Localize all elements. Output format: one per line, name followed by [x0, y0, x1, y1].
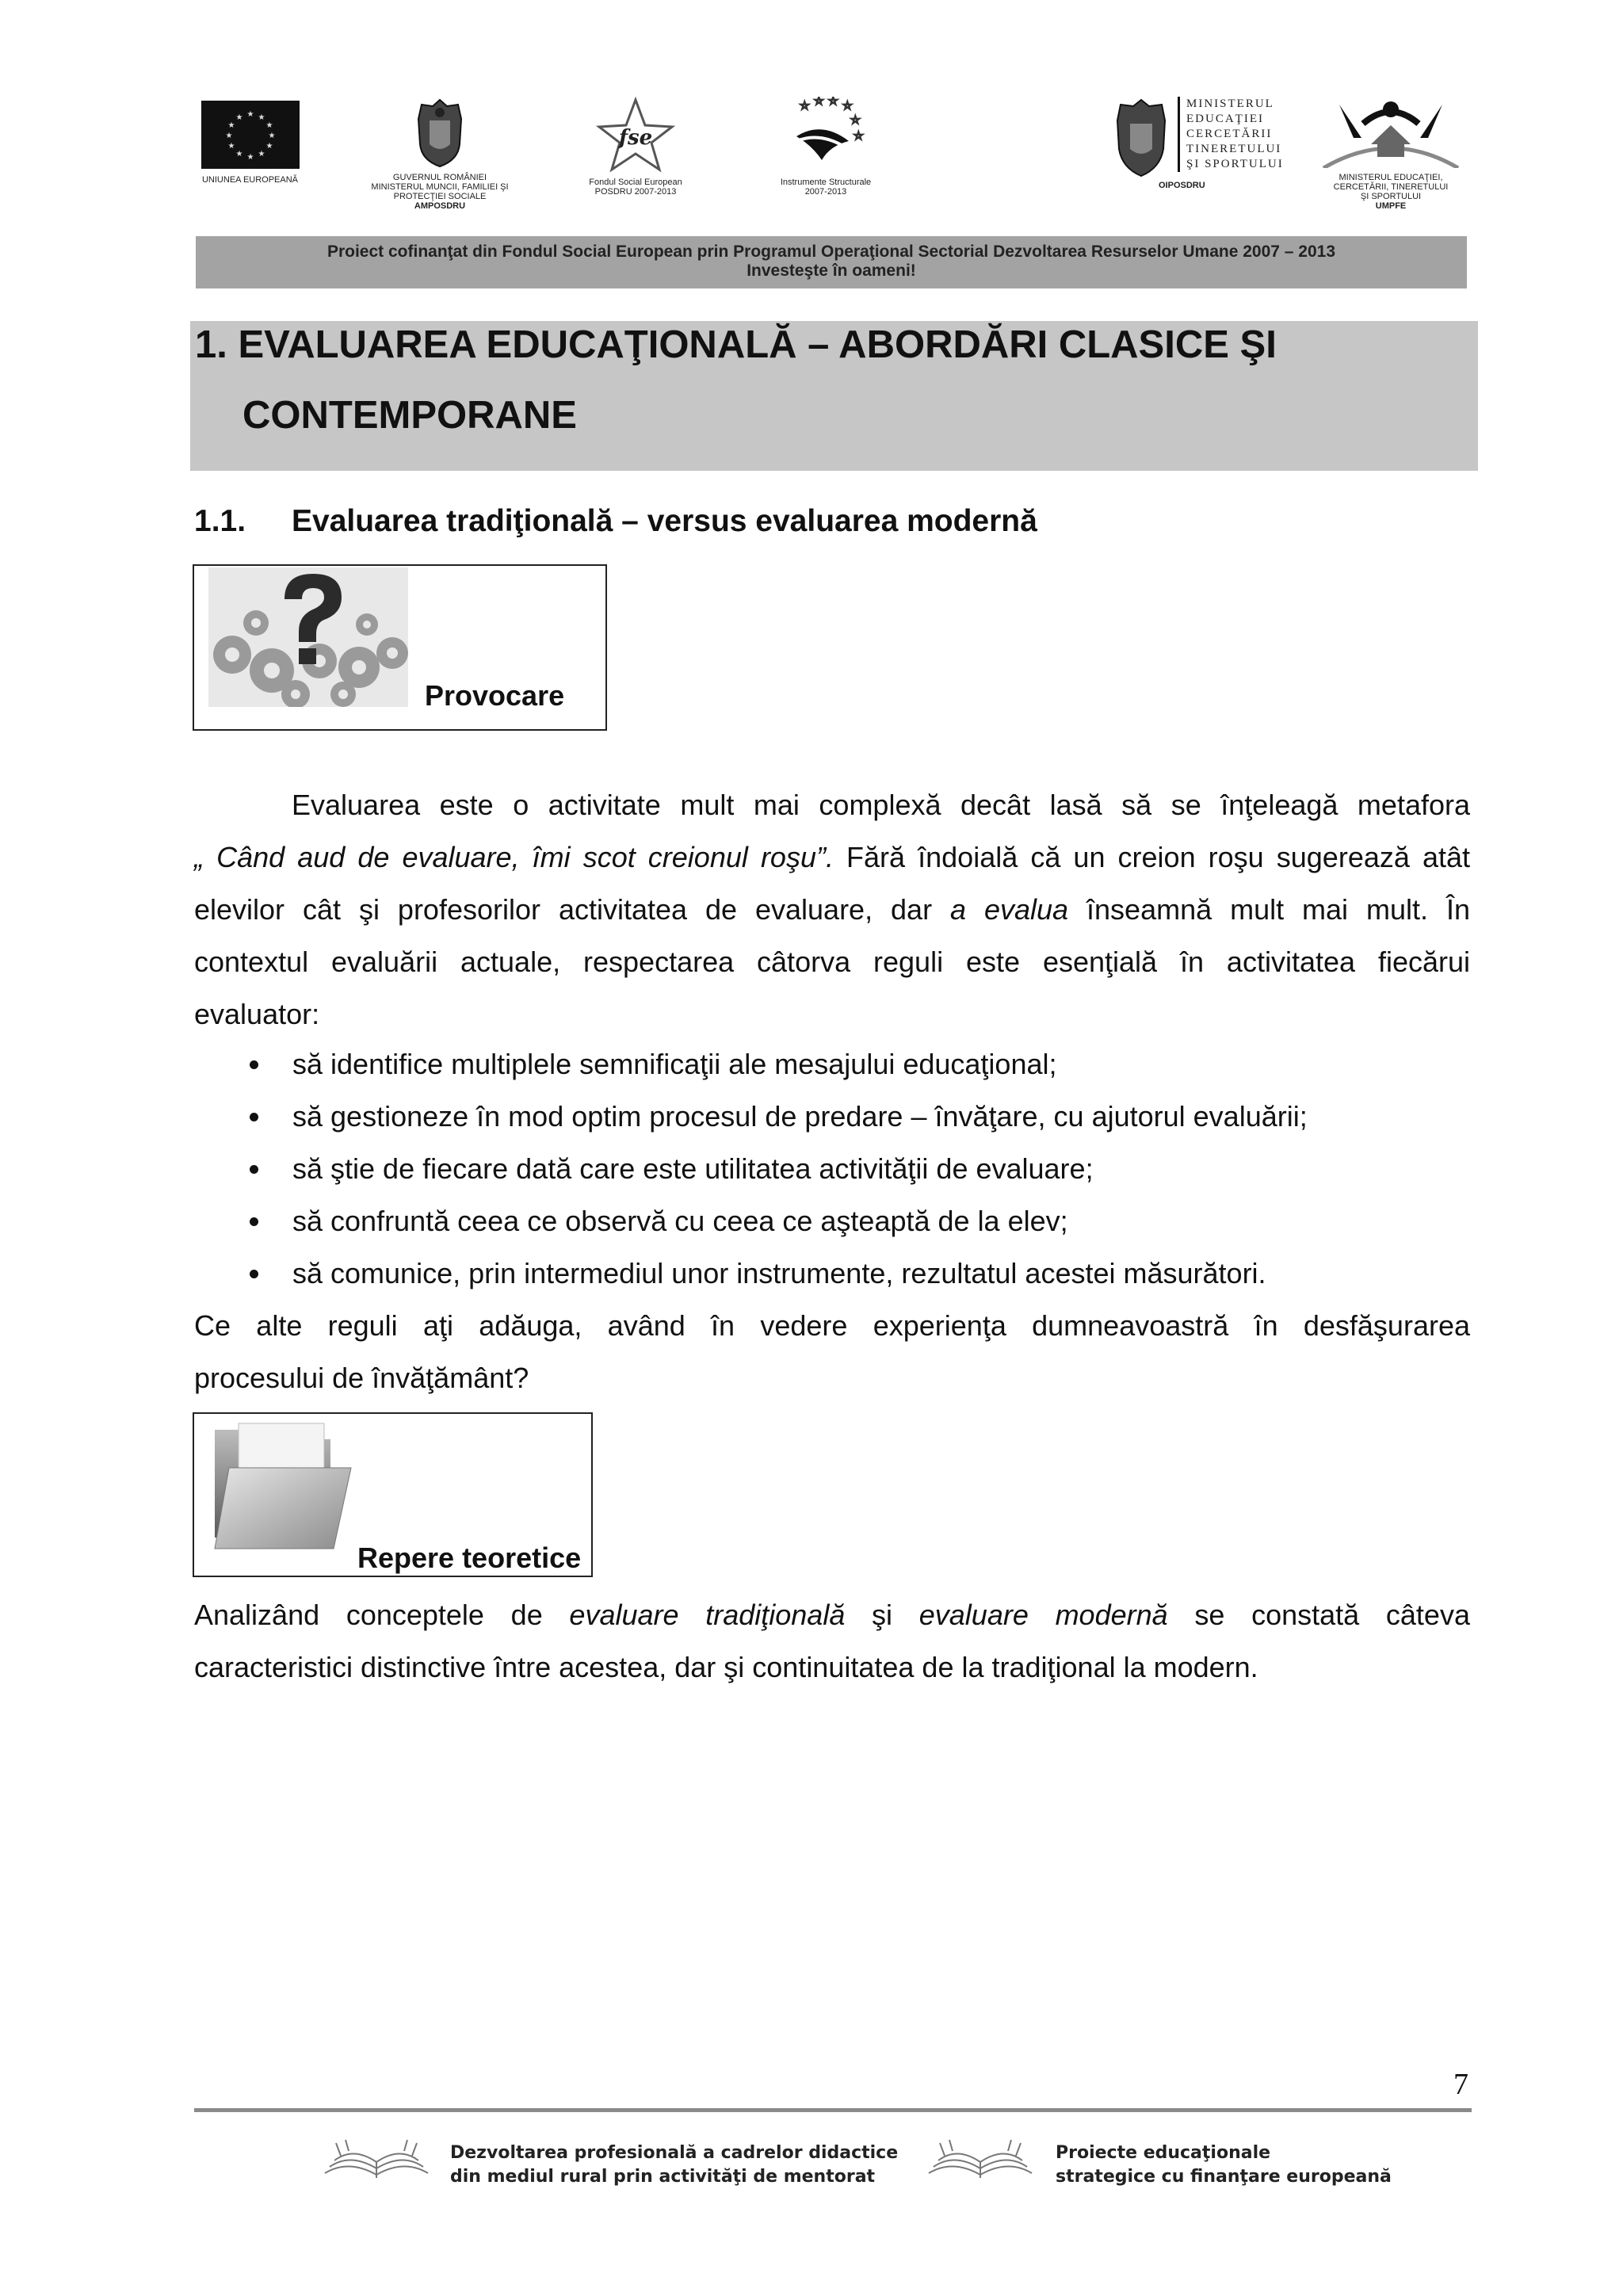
question-line-1: Ce alte reguli aţi adăuga, având în vedere experienţa dumneavoastră în desfăşurarea — [194, 1309, 1470, 1342]
p1-emphasis: a evalua — [950, 893, 1069, 926]
ministry-text-1: MINISTERUL — [1186, 97, 1274, 110]
svg-text:☆: ☆ — [828, 97, 838, 108]
section-number: 1.1. — [194, 504, 246, 538]
svg-text:★: ★ — [227, 142, 235, 151]
svg-text:★: ★ — [258, 150, 265, 159]
svg-text:☆: ☆ — [842, 100, 853, 113]
svg-text:★: ★ — [246, 110, 254, 119]
footer-right-line-1: Proiecte educaţionale — [1056, 2143, 1271, 2163]
fse-caption-2: POSDRU 2007-2013 — [594, 187, 677, 197]
folder-icon — [197, 1419, 356, 1561]
p1-line-2 — [194, 831, 1470, 884]
open-book-icon — [317, 2135, 436, 2183]
is-caption-1: Instrumente Structurale — [780, 178, 872, 187]
band-line-1: Proiect cofinanţat din Fondul Social European prin Programul Operaţional Sectorial Dezvoltarea Resurselor Umane 2007 – 2013 — [327, 243, 1336, 261]
ministry-coat-of-arms-icon — [1111, 97, 1171, 181]
svg-text:★: ★ — [246, 153, 254, 162]
svg-text:★: ★ — [258, 113, 265, 122]
question-paragraph — [194, 1300, 1470, 1404]
government-logo — [361, 97, 519, 211]
umpfe-caption-bold: UMPFE — [1375, 201, 1407, 211]
footer-right-text — [1056, 2141, 1392, 2189]
oiposdru-caption: OIPOSDRU — [1159, 181, 1205, 190]
p1-quote: „ Când aud de evaluare, îmi scot creionul roşu”. — [194, 841, 834, 873]
chapter-title-line-2: CONTEMPORANE — [242, 394, 577, 437]
gov-caption-3: PROTECŢIEI SOCIALE — [393, 192, 487, 201]
is-caption-2: 2007-2013 — [804, 187, 847, 197]
structural-instruments-logo — [762, 97, 889, 197]
p2-term-modern: evaluare modernă — [918, 1599, 1168, 1631]
footer-left-text — [450, 2141, 898, 2189]
p2-line-2: caracteristici distinctive între acestea, dar şi continuitatea de la tradiţional la modern. — [194, 1651, 1258, 1683]
gov-caption-1: GUVERNUL ROMÂNIEI — [392, 173, 487, 182]
p1-line-3 — [194, 884, 1470, 936]
p1-line-1: Evaluarea este o activitate mult mai complexă decât lasă să se înţeleagă metafora — [292, 789, 1470, 821]
svg-text:★: ★ — [265, 142, 273, 151]
svg-text:★: ★ — [235, 113, 242, 122]
list-item: să gestioneze în mod optim procesul de predare – învăţare, cu ajutorul evaluării; — [194, 1091, 1308, 1143]
svg-text:★: ★ — [268, 132, 275, 140]
challenge-label: Provocare — [425, 679, 565, 712]
svg-text:★: ★ — [235, 150, 242, 159]
question-line-2: procesului de învăţământ? — [194, 1362, 529, 1394]
ministry-logo — [1111, 97, 1293, 190]
page-number: 7 — [1453, 2068, 1468, 2101]
list-item: să identifice multiplele semnificaţii ale mesajului educaţional; — [194, 1038, 1308, 1091]
fse-caption-1: Fondul Social European — [589, 178, 682, 187]
svg-text:★: ★ — [227, 121, 235, 130]
gov-caption-2: MINISTERUL MUNCII, FAMILIEI ŞI — [371, 182, 509, 192]
list-item: să ştie de fiecare dată care este utilitatea activităţii de evaluare; — [194, 1143, 1308, 1195]
fse-logo — [564, 97, 707, 197]
svg-text:★: ★ — [225, 132, 232, 140]
svg-text:fse: fse — [618, 126, 653, 150]
p2-term-traditional: evaluare tradiţională — [569, 1599, 846, 1631]
eu-caption: UNIUNEA EUROPEANĂ — [201, 175, 299, 185]
p1-line-3b: înseamnă mult mai mult. În — [1068, 893, 1470, 926]
umpfe-caption-2: CERCETĂRII, TINERETULUI — [1333, 182, 1449, 192]
gov-caption-bold: AMPOSDRU — [414, 201, 466, 211]
theory-label: Repere teoretice — [357, 1541, 582, 1574]
svg-text:★: ★ — [265, 121, 273, 130]
chapter-title-line-1: 1. EVALUAREA EDUCAŢIONALĂ – ABORDĂRI CLASICE ŞI — [195, 323, 1277, 366]
rules-list — [194, 1038, 1308, 1300]
ministry-text-5: ŞI SPORTULUI — [1186, 158, 1284, 170]
p2-text-a: Analizând conceptele de — [194, 1599, 570, 1631]
p1-line-3a: elevilor cât şi profesorilor activitatea de evaluare, dar — [194, 893, 951, 926]
ministry-text-3: CERCETĂRII — [1186, 128, 1273, 140]
p2-text-c: se constată câteva — [1167, 1599, 1470, 1631]
section-title: Evaluarea tradiţională – versus evaluarea modernă — [292, 504, 1037, 538]
svg-text:☆: ☆ — [814, 97, 824, 108]
ministry-text-4: TINERETULUI — [1186, 143, 1282, 155]
gears-question-icon — [208, 567, 408, 707]
umpfe-caption-1: MINISTERUL EDUCAŢIEI, — [1338, 173, 1443, 182]
cofinancing-band — [196, 236, 1467, 288]
p1-line-2-rest: Fără îndoială că un creion roşu sugerează atât — [833, 841, 1471, 873]
svg-text:☆: ☆ — [800, 100, 810, 113]
p2-text-b: şi — [845, 1599, 919, 1631]
footer-left-line-1: Dezvoltarea profesională a cadrelor didactice — [450, 2143, 899, 2163]
svg-text:☆: ☆ — [854, 130, 864, 143]
p1-line-4: contextul evaluării actuale, respectarea câtorva reguli este esenţială în activitatea fiecărui — [194, 946, 1470, 978]
ministry-text-2: EDUCAŢIEI — [1186, 113, 1264, 125]
open-book-icon — [921, 2135, 1040, 2183]
list-item: să confruntă ceea ce observă cu ceea ce aşteaptă de la elev; — [194, 1195, 1308, 1247]
paragraph-1 — [194, 779, 1470, 1041]
band-line-2: Investeşte în oameni! — [747, 262, 916, 280]
list-item: să comunice, prin intermediul unor instrumente, rezultatul acestei măsurători. — [194, 1247, 1308, 1300]
footer-divider — [194, 2108, 1472, 2112]
umpfe-people-house-icon — [1316, 97, 1466, 168]
p1-line-5: evaluator: — [194, 998, 320, 1030]
umpfe-caption-3: ŞI SPORTULUI — [1360, 192, 1422, 201]
romanian-coat-of-arms-icon — [412, 97, 468, 168]
p2-line-1 — [194, 1589, 1470, 1641]
umpfe-logo — [1312, 97, 1470, 211]
svg-text:☆: ☆ — [850, 114, 861, 127]
footer-left-line-2: din mediul rural prin activităţi de mentorat — [450, 2167, 876, 2187]
fse-star-icon — [596, 97, 675, 173]
eu-logo — [197, 101, 304, 185]
paragraph-2 — [194, 1589, 1470, 1694]
footer-right-line-2: strategice cu finanţare europeană — [1056, 2167, 1392, 2187]
stars-flag-icon — [782, 97, 869, 173]
eu-flag-icon — [201, 101, 300, 169]
